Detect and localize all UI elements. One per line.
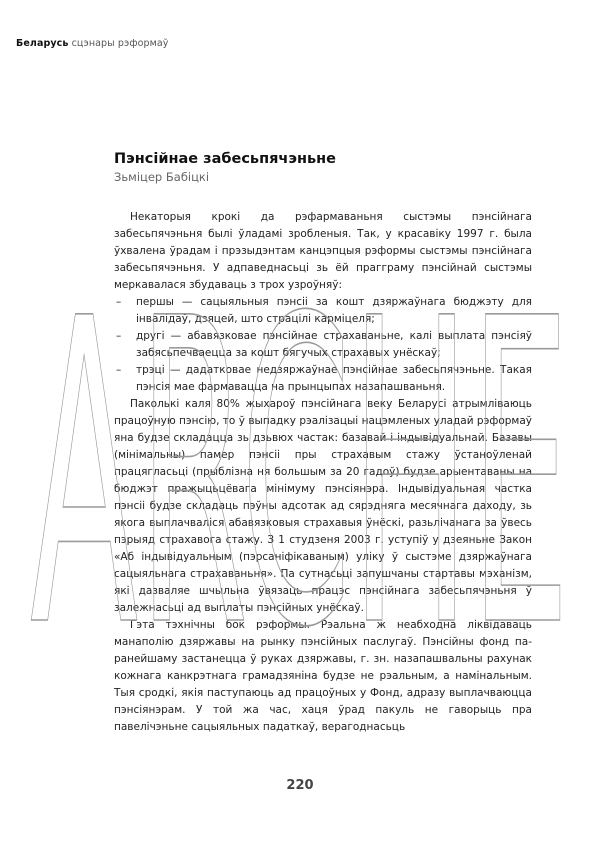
list-dash: –	[116, 364, 122, 376]
article-header	[114, 150, 532, 185]
running-head-country: Беларусь	[16, 38, 69, 49]
list-item	[114, 294, 532, 328]
running-head	[16, 38, 169, 49]
watermark-text: ARCHE	[30, 231, 570, 720]
article-body	[114, 209, 532, 736]
page-number: 220	[286, 778, 314, 793]
body-paragraph: Паколькі каля 80% жыхароў пэнсійнага веку Беларусі атрымліваюць працоўную пэнсію, то ў выпадку рэалізацыі нацэмленых уладай рэформаў яна будзе складацца зь дзьвюх частак: базавай і індывідуальнай. Базавы (мінімальны) памер пэнсіі пры страхавым стажу ўстаноўленай працягласьці (прыблізна ня большым за 20 гадоў) будзе арыентаваны на бюджэт пражыцьцёвага мінімуму пэнсіянэра. Індывідуальная частка пэнсіі будзе складаць пэўны адсотак ад сярэдняга месячнага даходу, зь якога выплачваліся абавязковыя страхавыя ўнёскі, разьлічанага за ўвесь пэрыяд страхавога стажу. З 1 студзеня 2003 г. уступіў у дзеяньне Закон «Аб індывідуальным (пэрсаніфікаваным) уліку ў сыстэме дзяржаўнага сацыяльнага страхаваньня». Па сутнасьці запушчаны стартавы мэханізм, які дазваляе шчыльна ўвязаць працэс пэнсійнага забесьпячэньня ў залежнасьці ад выплаты пэнсійных унёскаў.	[114, 398, 532, 614]
list-item	[114, 362, 532, 396]
article-author: Зьміцер Бабіцкі	[114, 170, 210, 184]
list-item-text: першы — сацыяльныя пэнсіі за кошт дзяржаўнага бюджэту для інвалідаў, дзяцей, што страцілі карміцеля;	[136, 296, 532, 325]
body-paragraph: Гэта тэхнічны бок рэформы. Рэальна ж неабходна ліквідаваць манаполію дзяржавы на рынку пэнсійных паслугаў. Пэнсійны фонд па-ранейшаму застанецца ў руках дзяржавы, г. зн. назапашвальны рахунак кожнага канкрэтнага грамадзяніна будзе не рэальным, а намінальным. Тыя сродкі, якія паступаюць ад працоўных у Фонд, адразу выплачваюцца пэнсіянэрам. У той жа час, хаця ўрад пакуль не гаворыць пра павелічэньне сацыяльных падаткаў, верагоднасьць	[114, 619, 532, 733]
pension-levels-list	[114, 294, 532, 396]
list-item-text: другі — абавязковае пэнсійнае страхаваньне, калі выплата пэнсіяў забясьпечваецца за кошт бягучых страхавых унёскаў;	[136, 330, 532, 359]
list-item	[114, 328, 532, 362]
article-title: Пэнсійнае забесьпячэньне	[114, 151, 337, 167]
list-dash: –	[116, 330, 122, 342]
running-head-series: сцэнары рэформаў	[71, 38, 169, 49]
list-dash: –	[116, 296, 122, 308]
body-paragraph: Некаторыя крокі да рэфармаваньня сыстэмы пэнсійнага забесьпячэньня былі ўладамі зробленыя. Так, у красавіку 1997 г. была ўхвалена ўрадам і прэзыдэнтам канцэпцыя рэформы сыстэмы пэнсійнага забесьпячэньня. У адпаведнасьці зь ёй прагграму пэнсійнай сыстэмы меркавалася збудаваць з трох узроўняў:	[114, 211, 532, 291]
list-item-text: трэці — дадатковае недзяржаўнае пэнсійнае забесьпячэньне. Такая пэнсія мае фармавацца на прынцыпах назапашваньня.	[136, 364, 532, 393]
